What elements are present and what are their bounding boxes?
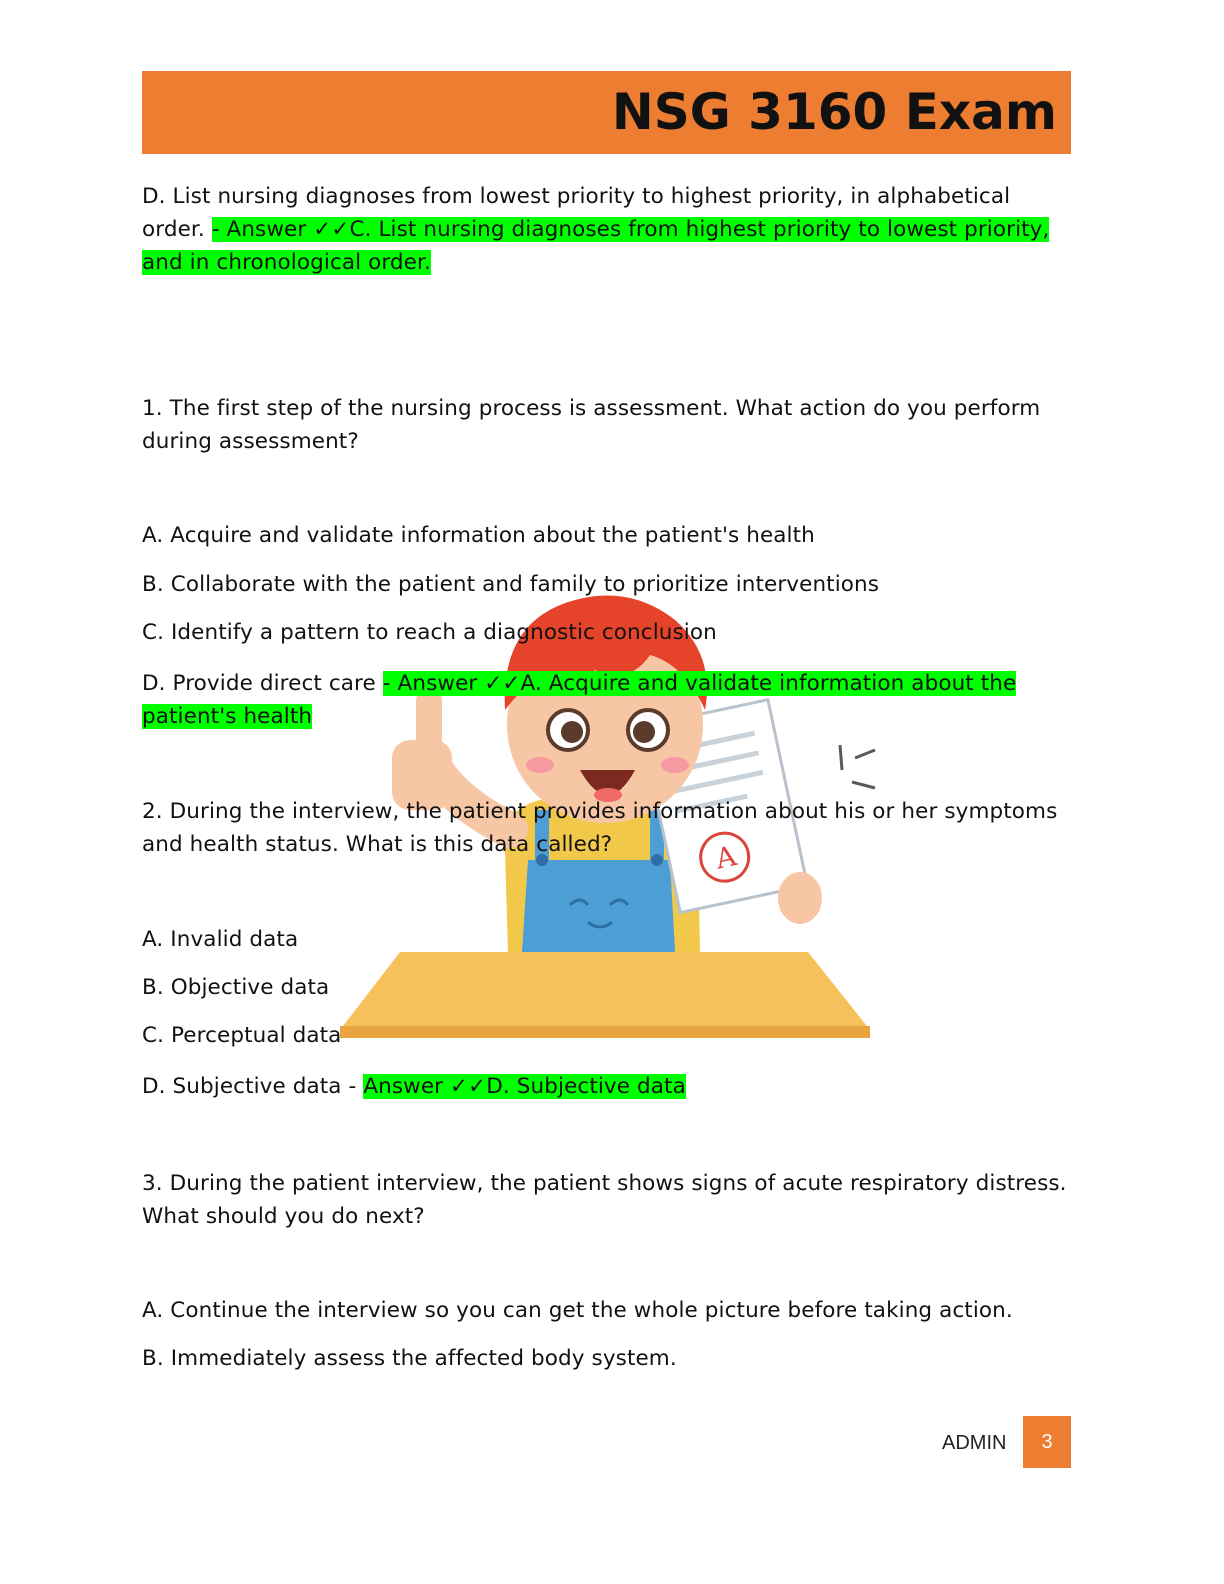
q1-option-a: A. Acquire and validate information about the patient's health [142,523,815,548]
q1-question: 1. The first step of the nursing process is assessment. What action do you perform during assessment? [142,396,1041,454]
page-number: 3 [1041,1430,1053,1453]
q2-answer-highlight: Answer ✓✓D. Subjective data [363,1074,686,1099]
q3-option-b: B. Immediately assess the affected body system. [142,1346,677,1371]
prev-question-block [142,180,1072,279]
q3-question: 3. During the patient interview, the patient shows signs of acute respiratory distress. What should you do next? [142,1171,1067,1229]
q2-option-c: C. Perceptual data [142,1023,342,1048]
document-title: NSG 3160 Exam [611,83,1057,141]
q1-option-d-block [142,667,1072,733]
document-header [142,71,1071,154]
q1-answer-highlight: - Answer ✓✓A. Acquire and validate information about the patient's health [142,671,1017,729]
q3-option-a: A. Continue the interview so you can get the whole picture before taking action. [142,1298,1013,1323]
q2-option-a: A. Invalid data [142,927,299,952]
prev-option-d: D. List nursing diagnoses from lowest priority to highest priority, in alphabetical order. [142,184,1011,242]
grade-mark: A [712,839,740,876]
q2-option-b: B. Objective data [142,975,330,1000]
q2-option-d: D. Subjective data - [142,1074,364,1099]
q1-option-b: B. Collaborate with the patient and family to prioritize interventions [142,572,880,597]
prev-answer-highlight: - Answer ✓✓C. List nursing diagnoses from highest priority to lowest priority, and in chronological order. [142,217,1050,275]
q1-option-d: D. Provide direct care [142,671,383,696]
footer-author-label: ADMIN [942,1432,1007,1454]
page-number-badge [1023,1416,1071,1468]
q2-option-d-block [142,1070,1072,1103]
q2-question: 2. During the interview, the patient provides information about his or her symptoms and health status. What is this data called? [142,799,1058,857]
q1-option-c: C. Identify a pattern to reach a diagnostic conclusion [142,620,717,645]
